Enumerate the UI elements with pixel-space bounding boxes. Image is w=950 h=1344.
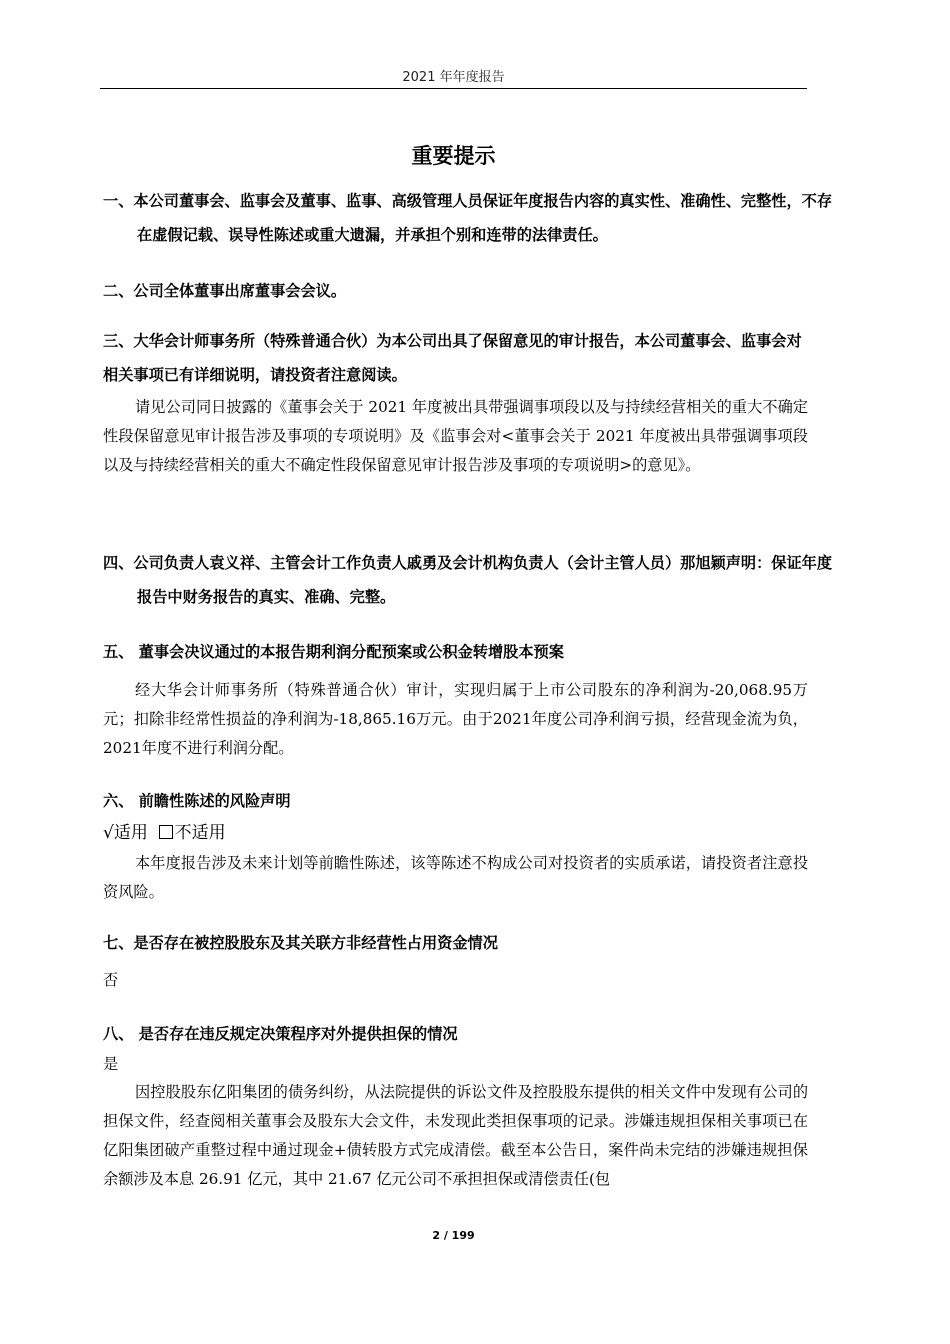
page-title: 重要提示 — [411, 144, 496, 168]
section-8-body: 因控股股东亿阳集团的债务纠纷，从法院提供的诉讼文件及控股股东提供的相关文件中发现有公司的担保文件，经查阅相关董事会及股东大会文件，未发现此类担保事项的记录。涉嫌违规担保相关事项已在亿阳集团破产重整过程中通过现金+债转股方式完成清偿。截至本公告日，案件尚未完结的涉嫌违规担保余额涉及本息 26.91 亿元，其中 21.67 亿元公司不承担担保或清偿责任(包 — [103, 1083, 808, 1188]
section-5-body: 经大华会计师事务所（特殊普通合伙）审计，实现归属于上市公司股东的净利润为-20,068.95万元；扣除非经常性损益的净利润为-18,865.16万元。由于2021年度公司净利润亏损，经营现金流为负，2021年度不进行利润分配。 — [103, 681, 808, 757]
checkmark-icon: √ — [103, 823, 114, 843]
section-3-heading: 三、大华会计师事务所（特殊普通合伙）为本公司出具了保留意见的审计报告，本公司董事会、监事会对相关事项已有详细说明，请投资者注意阅读。 — [103, 332, 802, 384]
empty-checkbox-icon — [159, 825, 173, 839]
section-1-heading: 一、本公司董事会、监事会及董事、监事、高级管理人员保证年度报告内容的真实性、准确性、完整性，不存在虚假记载、误导性陈述或重大遗漏，并承担个别和连带的法律责任。 — [103, 192, 832, 244]
page-number: 2 / 199 — [432, 1229, 475, 1242]
section-8-answer: 是 — [103, 1055, 119, 1073]
applicable-label: 适用 — [113, 823, 148, 843]
page-header: 2021 年年度报告 — [402, 70, 505, 85]
section-4-heading: 四、公司负责人袁义祥、主管会计工作负责人戚勇及会计机构负责人（会计主管人员）那旭颖声明：保证年度报告中财务报告的真实、准确、完整。 — [103, 554, 832, 606]
section-6-body: 本年度报告涉及未来计划等前瞻性陈述，该等陈述不构成公司对投资者的实质承诺，请投资者注意投资风险。 — [103, 854, 808, 901]
section-7-answer: 否 — [103, 971, 119, 989]
section-5-heading: 五、 董事会决议通过的本报告期利润分配预案或公积金转增股本预案 — [103, 643, 564, 661]
section-6-heading: 六、 前瞻性陈述的风险声明 — [103, 792, 291, 810]
section-7-heading: 七、是否存在被控股股东及其关联方非经营性占用资金情况 — [103, 934, 498, 952]
not-applicable-label: 不适用 — [174, 823, 226, 843]
header-divider — [100, 88, 807, 89]
section-8-heading: 八、 是否存在违反规定决策程序对外提供担保的情况 — [103, 1025, 458, 1043]
section-2-heading: 二、公司全体董事出席董事会会议。 — [103, 282, 346, 300]
section-3-body: 请见公司同日披露的《董事会关于 2021 年度被出具带强调事项段以及与持续经营相关的重大不确定性段保留意见审计报告涉及事项的专项说明》及《监事会对<董事会关于 2021 年度被出具带强调事项段以及与持续经营相关的重大不确定性段保留意见审计报告涉及事项的专项说明>的意见》。 — [103, 398, 808, 474]
applicability-options — [103, 818, 226, 848]
